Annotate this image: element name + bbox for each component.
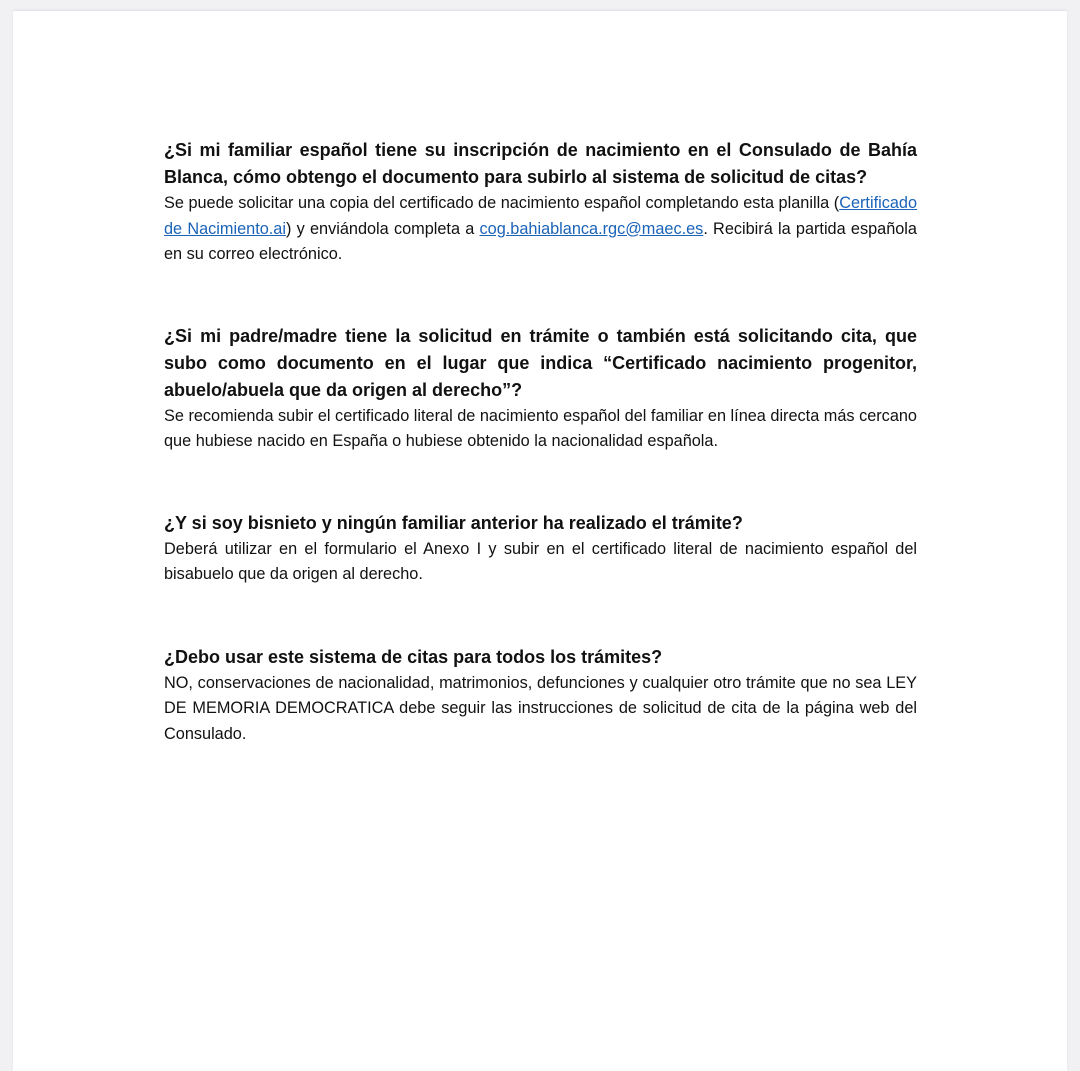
faq-question: ¿Si mi familiar español tiene su inscripción de nacimiento en el Consulado de Bahía Blanca, cómo obtengo el documento para subirlo al sistema de solicitud de citas? <box>164 140 917 187</box>
consulate-email-link[interactable]: cog.bahiablanca.rgc@maec.es <box>479 219 704 238</box>
faq-item-all-procedures <box>164 644 917 748</box>
faq-answer <box>164 191 917 268</box>
answer-text: . Recibirá la partida española en su correo electrónico. <box>164 219 917 263</box>
spacer <box>164 268 917 323</box>
faq-content <box>164 137 917 747</box>
faq-question: ¿Debo usar este sistema de citas para todos los trámites? <box>164 646 663 667</box>
answer-text: Se puede solicitar una copia del certificado de nacimiento español completando esta planilla ( <box>164 194 840 212</box>
faq-answer: NO, conservaciones de nacionalidad, matrimonios, defunciones y cualquier otro trámite que no sea LEY DE MEMORIA DEMOCRATICA debe seguir las instrucciones de solicitud de cita de la página web del Consulado. <box>164 673 917 743</box>
spacer <box>164 588 917 644</box>
spacer <box>164 455 917 510</box>
certificate-form-link[interactable]: Certificado de Nacimiento.ai <box>164 194 918 238</box>
faq-item-birth-certificate <box>164 137 917 268</box>
faq-item-parent-in-process <box>164 323 917 455</box>
document-page <box>13 10 1067 1071</box>
faq-question: ¿Y si soy bisnieto y ningún familiar anterior ha realizado el trámite? <box>164 512 743 533</box>
faq-answer: Se recomienda subir el certificado literal de nacimiento español del familiar en línea directa más cercano que hubiese nacido en España o hubiese obtenido la nacionalidad española. <box>164 406 917 450</box>
faq-item-great-grandchild <box>164 510 917 588</box>
faq-answer: Deberá utilizar en el formulario el Anexo I y subir en el certificado literal de nacimiento español del bisabuelo que da origen al derecho. <box>164 539 917 583</box>
faq-question: ¿Si mi padre/madre tiene la solicitud en trámite o también está solicitando cita, que subo como documento en el lugar que indica “Certificado nacimiento progenitor, abuelo/abuela que da origen al derecho”? <box>164 325 917 400</box>
answer-text: ) y enviándola completa a <box>285 219 480 238</box>
